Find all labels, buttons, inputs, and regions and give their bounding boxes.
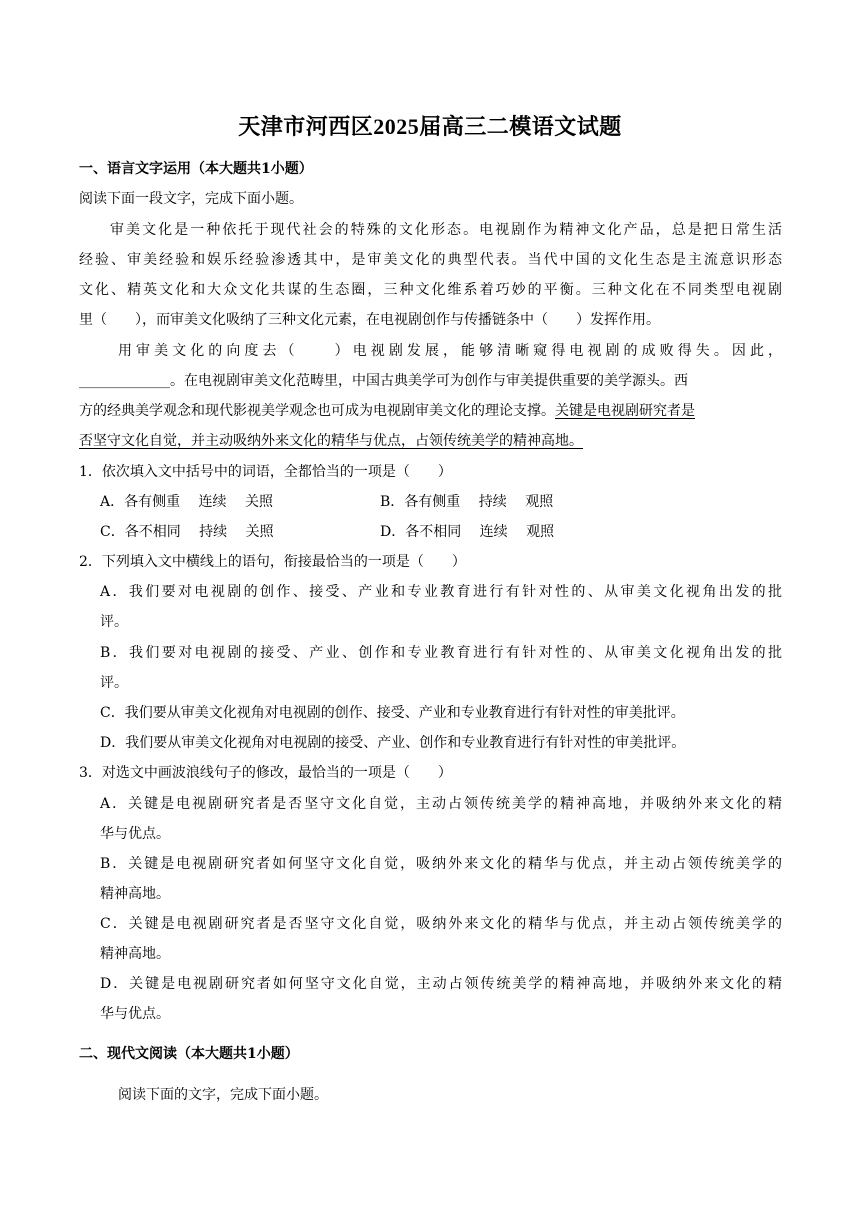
passage-line: [79, 396, 782, 426]
fill-blank-line: _____________: [79, 373, 170, 389]
q1-option-d: D．各不相同 连续 观照: [380, 524, 555, 540]
q3-option-b: B．关键是电视剧研究者如何坚守文化自觉，吸纳外来文化的精华与优点，并主动占领传统美学的: [100, 856, 782, 872]
passage-line: 经验、审美经验和娱乐经验渗透其中，是审美文化的典型代表。当代中国的文化生态是主流意识形态: [79, 252, 782, 268]
q3-option-b-cont: 精神高地。: [100, 886, 170, 902]
passage-text: 。在电视剧审美文化范畴里，中国古典美学可为创作与审美提供重要的美学源头。西: [170, 373, 688, 389]
passage-line: [79, 366, 782, 396]
q3-option-a-cont: 华与优点。: [100, 826, 170, 842]
passage-text: 方的经典美学观念和现代影视美学观念也可成为电视剧审美文化的理论支撑。: [79, 403, 555, 419]
underlined-sentence: 否坚守文化自觉，并主动吸纳外来文化的精华与优点，占领传统美学的精神高地。: [79, 433, 583, 449]
passage-line: 文化、精英文化和大众文化共谋的生态圈，三种文化维系着巧妙的平衡。三种文化在不同类型电视剧: [79, 282, 782, 298]
underlined-sentence: 关键是电视剧研究者是: [555, 403, 695, 419]
section1-heading: 一、语言文字运用（本大题共1小题）: [79, 161, 313, 177]
question-1-stem: 1．依次填入文中括号中的词语，全都恰当的一项是（ ）: [79, 464, 452, 480]
question-2-stem: 2．下列填入文中横线上的语句，衔接最恰当的一项是（ ）: [79, 554, 466, 570]
q2-option-b-cont: 评。: [100, 675, 128, 691]
q3-option-c-cont: 精神高地。: [100, 946, 170, 962]
passage-line: 用审美文化的向度去（ ）电视剧发展，能够清晰窥得电视剧的成败得失。因此，: [118, 343, 782, 359]
passage-line: 里（ ），而审美文化吸纳了三种文化元素，在电视剧创作与传播链条中（ ）发挥作用。: [79, 312, 660, 328]
q2-option-b: B．我们要对电视剧的接受、产业、创作和专业教育进行有针对性的、从审美文化视角出发的批: [100, 645, 782, 661]
section2-heading: 二、现代文阅读（本大题共1小题）: [79, 1046, 299, 1062]
q3-option-d: D．关键是电视剧研究者如何坚守文化自觉，主动占领传统美学的精神高地，并吸纳外来文化的精: [100, 976, 782, 992]
q3-option-a: A．关键是电视剧研究者是否坚守文化自觉，主动占领传统美学的精神高地，并吸纳外来文化的精: [100, 796, 782, 812]
q2-option-d: D．我们要从审美文化视角对电视剧的接受、产业、创作和专业教育进行有针对性的审美批评。: [100, 735, 686, 751]
question-3-stem: 3．对选文中画波浪线句子的修改，最恰当的一项是（ ）: [79, 765, 452, 781]
passage-line: 审美文化是一种依托于现代社会的特殊的文化形态。电视剧作为精神文化产品，总是把日常生活: [110, 222, 782, 238]
section2-intro: 阅读下面的文字，完成下面小题。: [118, 1087, 328, 1103]
page-title: 天津市河西区2025届高三二模语文试题: [238, 114, 622, 139]
q2-option-a-cont: 评。: [100, 614, 128, 630]
q1-option-a: A．各有侧重 连续 关照: [100, 494, 274, 510]
q2-option-c: C．我们要从审美文化视角对电视剧的创作、接受、产业和专业教育进行有针对性的审美批评。: [100, 705, 685, 721]
q2-option-a: A．我们要对电视剧的创作、接受、产业和专业教育进行有针对性的、从审美文化视角出发的批: [100, 584, 782, 600]
q1-option-b: B．各有侧重 持续 观照: [380, 494, 554, 510]
q3-option-d-cont: 华与优点。: [100, 1006, 170, 1022]
section1-intro: 阅读下面一段文字，完成下面小题。: [79, 191, 303, 207]
q3-option-c: C．关键是电视剧研究者是否坚守文化自觉，吸纳外来文化的精华与优点，并主动占领传统美学的: [100, 916, 782, 932]
q1-option-c: C．各不相同 持续 关照: [100, 524, 274, 540]
